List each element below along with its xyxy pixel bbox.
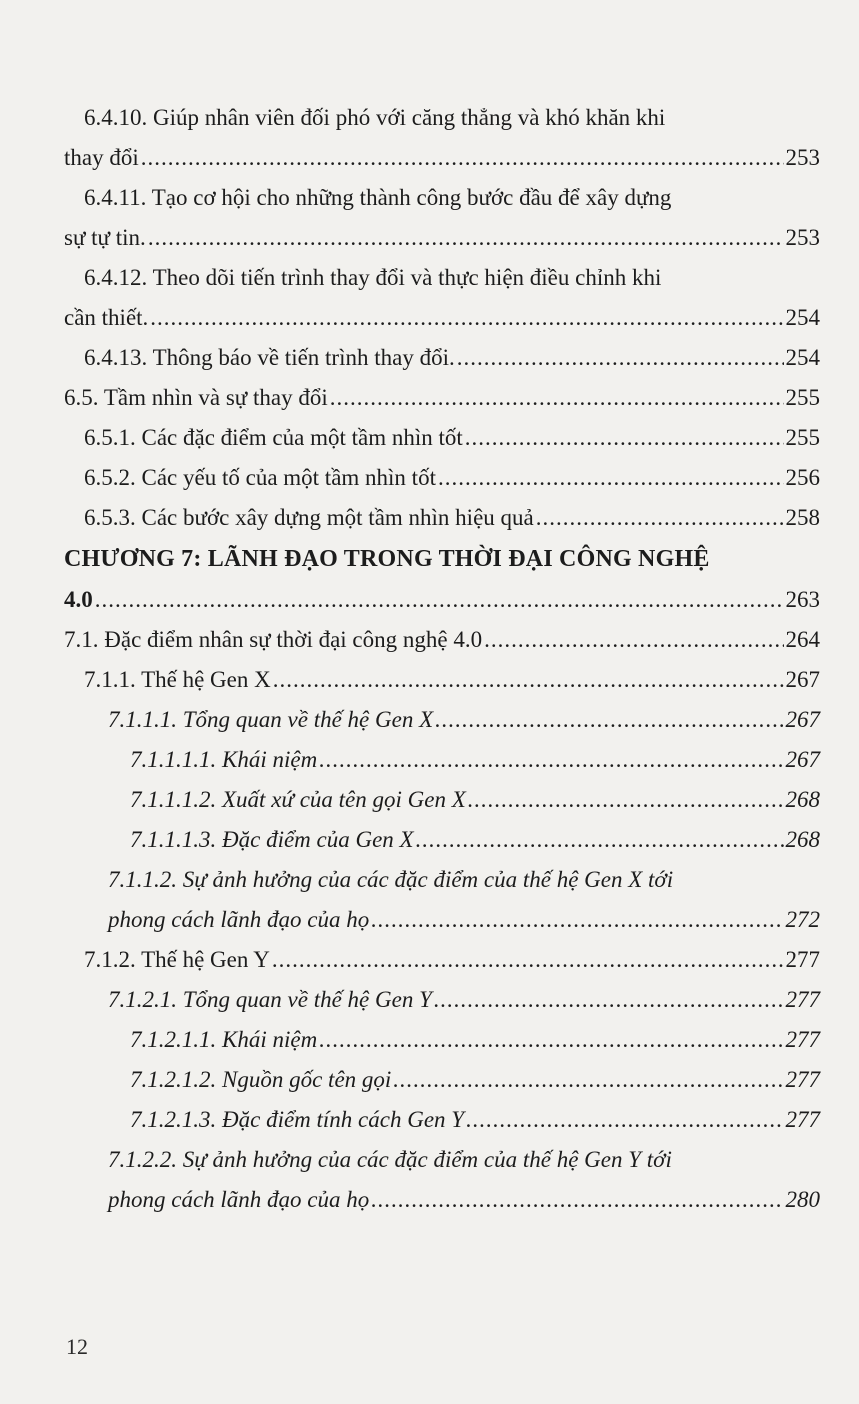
toc-page-number: 253	[785, 225, 820, 250]
toc-entry-label: 6.4.13. Thông báo về tiến trình thay đổi.	[84, 345, 455, 370]
toc-entry	[64, 1020, 820, 1060]
leader-dots	[371, 900, 783, 940]
toc-page-number: 268	[785, 787, 820, 812]
toc-entry-label: thay đổi	[64, 145, 139, 170]
leader-dots	[150, 298, 783, 338]
toc-entry-label: 6.5.2. Các yếu tố của một tầm nhìn tốt	[84, 465, 436, 490]
leader-dots	[434, 980, 784, 1020]
toc-entry-label: 7.1.2. Thế hệ Gen Y	[84, 947, 270, 972]
toc-page-number: 277	[785, 1027, 820, 1052]
toc-entry	[64, 458, 820, 498]
table-of-contents	[64, 98, 820, 1220]
toc-page-number: 277	[785, 987, 820, 1012]
leader-dots	[416, 820, 784, 860]
toc-entry	[64, 1100, 820, 1140]
toc-entry-label: 7.1.2.1.3. Đặc điểm tính cách Gen Y	[130, 1107, 465, 1132]
toc-entry	[64, 1060, 820, 1100]
toc-entry-label: 7.1. Đặc điểm nhân sự thời đại công nghệ 4.0	[64, 627, 483, 652]
toc-entry	[64, 780, 820, 820]
toc-page-number: 267	[785, 667, 820, 692]
toc-page-number: 267	[785, 707, 820, 732]
toc-page-number: 268	[785, 827, 820, 852]
toc-entry	[64, 700, 820, 740]
toc-entry-label: sự tự tin.	[64, 225, 146, 250]
toc-entry-line: 7.1.2.2. Sự ảnh hưởng của các đặc điểm của thế hệ Gen Y tới	[108, 1147, 672, 1172]
toc-entry-label: 7.1.1.1. Tổng quan về thế hệ Gen X	[108, 707, 434, 732]
toc-entry	[64, 298, 820, 338]
toc-entry-label: phong cách lãnh đạo của họ	[108, 1187, 370, 1212]
leader-dots	[466, 1100, 783, 1140]
toc-entry-label: 7.1.1. Thế hệ Gen X	[84, 667, 271, 692]
toc-page-number: 254	[785, 345, 820, 370]
toc-entry	[64, 900, 820, 940]
toc-entry-line: 6.4.11. Tạo cơ hội cho những thành công bước đầu để xây dựng	[84, 185, 672, 210]
toc-entry	[64, 218, 820, 258]
toc-page-number: 258	[785, 505, 820, 530]
toc-entry-label: 6.5.1. Các đặc điểm của một tầm nhìn tốt	[84, 425, 463, 450]
leader-dots	[273, 660, 784, 700]
leader-dots	[536, 498, 784, 538]
toc-page-number: 267	[785, 747, 820, 772]
leader-dots	[393, 1060, 783, 1100]
toc-page-number: 254	[785, 305, 820, 330]
leader-dots	[319, 740, 783, 780]
toc-entry-label: 7.1.2.1.2. Nguồn gốc tên gọi	[130, 1067, 392, 1092]
toc-entry	[64, 620, 820, 660]
toc-entry-label: 6.5. Tầm nhìn và sự thay đổi	[64, 385, 328, 410]
leader-dots	[141, 138, 784, 178]
toc-entry-label: 4.0	[64, 587, 93, 612]
leader-dots	[484, 620, 783, 660]
toc-entry	[64, 418, 820, 458]
leader-dots	[438, 458, 784, 498]
toc-entry-line: 6.4.12. Theo dõi tiến trình thay đổi và thực hiện điều chỉnh khi	[84, 265, 662, 290]
toc-entry	[64, 138, 820, 178]
toc-page-number: 255	[785, 385, 820, 410]
leader-dots	[95, 580, 784, 620]
toc-entry-line: 6.4.10. Giúp nhân viên đối phó với căng thẳng và khó khăn khi	[84, 105, 666, 130]
leader-dots	[319, 1020, 783, 1060]
toc-entry	[64, 820, 820, 860]
toc-page-number: 277	[785, 1107, 820, 1132]
leader-dots	[272, 940, 784, 980]
toc-entry-line: 7.1.1.2. Sự ảnh hưởng của các đặc điểm của thế hệ Gen X tới	[108, 867, 674, 892]
leader-dots	[465, 418, 784, 458]
toc-entry-label: 7.1.1.1.1. Khái niệm	[130, 747, 318, 772]
toc-entry	[64, 338, 820, 378]
toc-entry-label: phong cách lãnh đạo của họ	[108, 907, 370, 932]
toc-entry	[64, 660, 820, 700]
toc-entry	[64, 980, 820, 1020]
leader-dots	[435, 700, 783, 740]
toc-page-number: 280	[785, 1187, 820, 1212]
leader-dots	[457, 338, 784, 378]
toc-entry	[64, 740, 820, 780]
toc-entry-label: 7.1.1.1.2. Xuất xứ của tên gọi Gen X	[130, 787, 466, 812]
toc-page-number: 264	[785, 627, 820, 652]
toc-page-number: 256	[785, 465, 820, 490]
toc-page-number: 277	[785, 947, 820, 972]
toc-entry-label: 7.1.2.1.1. Khái niệm	[130, 1027, 318, 1052]
toc-page-number: 263	[785, 587, 820, 612]
toc-entry	[64, 580, 820, 620]
toc-page-number: 255	[785, 425, 820, 450]
chapter-heading: CHƯƠNG 7: LÃNH ĐẠO TRONG THỜI ĐẠI CÔNG NGHỆ	[64, 546, 710, 572]
toc-entry	[64, 498, 820, 538]
toc-entry	[64, 1180, 820, 1220]
toc-page-number: 272	[785, 907, 820, 932]
toc-entry	[64, 378, 820, 418]
page-number: 12	[66, 1334, 88, 1359]
toc-page-number: 277	[785, 1067, 820, 1092]
toc-entry-label: 7.1.2.1. Tổng quan về thế hệ Gen Y	[108, 987, 432, 1012]
toc-entry-label: 7.1.1.1.3. Đặc điểm của Gen X	[130, 827, 414, 852]
toc-entry	[64, 940, 820, 980]
toc-entry-label: 6.5.3. Các bước xây dựng một tầm nhìn hiệu quả	[84, 505, 534, 530]
leader-dots	[330, 378, 784, 418]
leader-dots	[371, 1180, 783, 1220]
toc-entry-label: cần thiết.	[64, 305, 149, 330]
leader-dots	[468, 780, 784, 820]
toc-page-number: 253	[785, 145, 820, 170]
leader-dots	[148, 218, 784, 258]
